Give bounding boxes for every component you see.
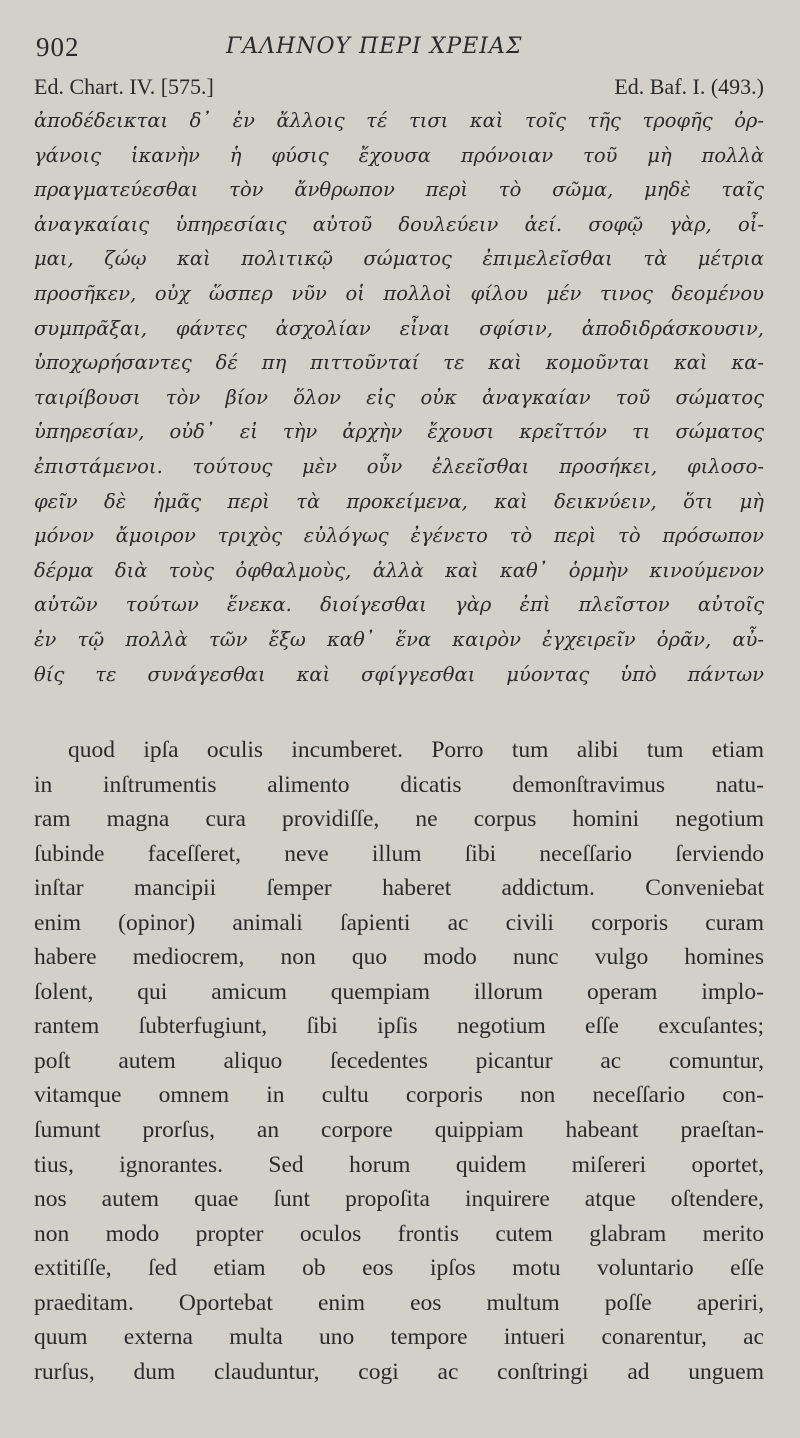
page-number: 902	[36, 32, 80, 62]
latin-line: poſt autem aliquo ſecedentes picantur ac comuntur,	[34, 1047, 764, 1074]
latin-line: praeditam. Oportebat enim eos multum poſſe aperiri,	[34, 1289, 764, 1316]
edition-reference-left: Ed. Chart. IV. [575.]	[34, 74, 214, 99]
greek-line: συμπρᾶξαι, φάντες ἀσχολίαν εἶναι σφίσιν, ἀποδιδράσκουσιν,	[34, 316, 764, 340]
latin-line: non modo propter oculos frontis cutem glabram merito	[34, 1220, 764, 1247]
latin-line: quum externa multa uno tempore intueri conarentur, ac	[34, 1324, 764, 1351]
running-title: ΓΑΛΗΝΟΥ ΠΕΡΙ ΧΡΕΙΑΣ	[226, 34, 523, 59]
latin-line: habere mediocrem, non quo modo nunc vulgo homines	[34, 944, 764, 971]
latin-line: ſumunt prorſus, an corpore quippiam habeant praeſtan-	[34, 1117, 764, 1144]
latin-line: ſubinde faceſſeret, neve illum ſibi neceſſario ſerviendo	[34, 840, 764, 867]
latin-line: vitamque omnem in cultu corporis non neceſſario con-	[34, 1082, 764, 1109]
latin-line: quod ipſa oculis incumberet. Porro tum alibi tum etiam	[68, 737, 764, 763]
latin-line: inſtar mancipii ſemper haberet addictum. Conveniebat	[34, 875, 764, 902]
latin-line: nos autem quae ſunt propoſita inquirere atque oſtendere,	[34, 1186, 764, 1213]
greek-line: ἐπιστάμενοι. τούτους μὲν οὖν ἐλεεῖσθαι προσήκει, φιλοσο-	[34, 454, 764, 478]
greek-line: ἐν τῷ πολλὰ τῶν ἔξω καθ᾽ ἕνα καιρὸν ἐγχειρεῖν ὁρᾶν, αὖ-	[34, 627, 764, 651]
greek-line: φεῖν δὲ ἡμᾶς περὶ τὰ προκείμενα, καὶ δεικνύειν, ὅτι μὴ	[34, 489, 764, 513]
greek-line: μόνον ἄμοιρον τριχὸς εὐλόγως ἐγένετο τὸ περὶ τὸ πρόσωπον	[34, 524, 764, 548]
latin-line: enim (opinor) animali ſapienti ac civili corporis curam	[34, 909, 764, 936]
greek-line: ὑπηρεσίαν, οὐδ᾽ εἰ τὴν ἀρχὴν ἔχουσι κρεῖττόν τι σώματος	[34, 420, 764, 444]
greek-line: πραγματεύεσθαι τὸν ἄνθρωπον περὶ τὸ σῶμα, μηδὲ ταῖς	[34, 178, 764, 202]
greek-line: αὐτῶν τούτων ἕνεκα. διοίγεσθαι γὰρ ἐπὶ πλεῖστον αὐτοῖς	[34, 593, 764, 617]
greek-line: δέρμα διὰ τοὺς ὀφθαλμοὺς, ἀλλὰ καὶ καθ᾽ ὁρμὴν κινούμενον	[34, 558, 764, 582]
latin-line: ſolent, qui amicum quempiam illorum operam implo-	[34, 978, 764, 1005]
greek-line: ἀποδέδεικται δ᾽ ἐν ἄλλοις τέ τισι καὶ τοῖς τῆς τροφῆς ὀρ-	[34, 109, 764, 132]
page-header	[36, 28, 760, 68]
greek-line: ὑποχωρήσαντες δέ πη πιττοῦνταί τε καὶ κομοῦνται καὶ κα-	[34, 351, 764, 375]
latin-line: tius, ignorantes. Sed horum quidem miſereri oportet,	[34, 1151, 764, 1178]
greek-line: θίς τε συνάγεσθαι καὶ σφίγγεσθαι μύοντας ὑπὸ πάντων	[34, 662, 764, 686]
latin-line: ram magna cura providiſſe, ne corpus homini negotium	[34, 806, 764, 833]
latin-line: rantem ſubterfugiunt, ſibi ipſis negotium eſſe excuſantes;	[34, 1013, 764, 1040]
greek-text-block	[34, 104, 764, 692]
greek-line: γάνοις ἱκανὴν ἡ φύσις ἔχουσα πρόνοιαν τοῦ μὴ πολλὰ	[34, 143, 764, 167]
latin-text-block	[34, 733, 764, 1389]
greek-line: ἀναγκαίαις ὑπηρεσίαις αὐτοῦ δουλεύειν ἀεί. σοφῷ γὰρ, οἶ-	[34, 212, 764, 236]
latin-line: rurſus, dum clauduntur, cogi ac conſtringi ad unguem	[34, 1358, 764, 1385]
greek-line: ταιρίβουσι τὸν βίον ὅλον εἰς οὐκ ἀναγκαίαν τοῦ σώματος	[34, 385, 764, 409]
edition-references	[34, 74, 764, 104]
edition-reference-right: Ed. Baf. I. (493.)	[614, 74, 764, 99]
latin-line: extitiſſe, ſed etiam ob eos ipſos motu voluntario eſſe	[34, 1255, 764, 1282]
greek-line: μαι, ζώῳ καὶ πολιτικῷ σώματος ἐπιμελεῖσθαι τὰ μέτρια	[34, 247, 764, 271]
greek-line: προσῆκεν, οὐχ ὥσπερ νῦν οἱ πολλοὶ φίλου μέν τινος δεομένου	[34, 281, 764, 305]
latin-line: in inſtrumentis alimento dicatis demonſtravimus natu-	[34, 771, 764, 798]
